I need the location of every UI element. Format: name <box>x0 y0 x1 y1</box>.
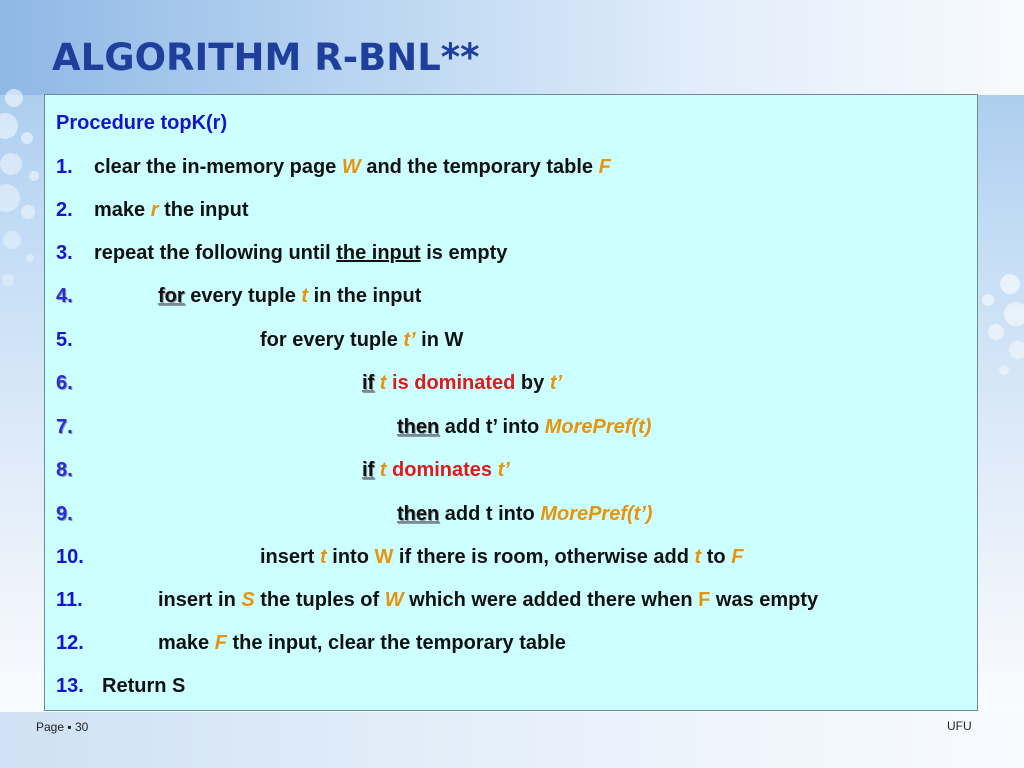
line-number: 7. <box>56 416 73 438</box>
line-text <box>362 372 562 395</box>
algorithm-line <box>56 632 971 658</box>
line-segment: F <box>698 589 711 611</box>
algorithm-line <box>56 329 971 355</box>
line-segment: was empty <box>710 589 819 611</box>
procedure-heading: Procedure topK(r) <box>56 112 228 134</box>
line-text <box>397 416 651 439</box>
line-number: 12. <box>56 632 84 654</box>
line-number: 6. <box>56 372 73 394</box>
line-segment: W <box>384 589 404 611</box>
line-segment: t <box>694 546 702 568</box>
line-segment: is dominated <box>386 372 516 394</box>
line-number: 13. <box>56 675 84 697</box>
line-segment: which were added there when <box>403 589 699 611</box>
line-segment: W <box>341 156 361 178</box>
line-segment: t <box>379 459 387 481</box>
line-segment: add t into <box>439 503 541 525</box>
line-number: 1. <box>56 156 73 178</box>
line-number: 5. <box>56 329 73 351</box>
line-text <box>362 459 510 482</box>
line-segment: in W <box>415 329 464 351</box>
line-text <box>158 589 818 612</box>
line-number: 3. <box>56 242 73 264</box>
line-segment: then <box>397 503 440 525</box>
line-text <box>94 156 611 179</box>
line-segment: make <box>94 199 151 221</box>
line-text <box>158 632 566 655</box>
line-text <box>94 199 249 222</box>
algorithm-line <box>56 199 971 225</box>
line-segment: MorePref(t) <box>544 416 652 438</box>
line-segment: F <box>214 632 227 654</box>
line-segment: insert in <box>158 589 242 611</box>
line-number: 9. <box>56 503 73 525</box>
algorithm-line <box>56 156 971 182</box>
line-segment: F <box>598 156 611 178</box>
line-segment: into <box>326 546 375 568</box>
line-text <box>260 329 463 352</box>
line-segment: Return S <box>102 675 186 697</box>
footer-band <box>0 712 1024 768</box>
line-segment: S <box>241 589 255 611</box>
slide-title: ALGORITHM R-BNL** <box>52 36 480 79</box>
line-segment: for <box>158 285 185 307</box>
line-number: 11. <box>56 589 83 611</box>
line-segment: t’ <box>403 329 416 351</box>
algorithm-line <box>56 242 971 268</box>
line-segment: is empty <box>420 242 508 264</box>
line-segment: to <box>701 546 732 568</box>
algorithm-line <box>56 372 971 398</box>
line-segment: make <box>158 632 215 654</box>
line-segment: r <box>150 199 159 221</box>
line-segment: and the temporary table <box>360 156 599 178</box>
line-number: 4. <box>56 285 73 307</box>
line-segment: if there is room, otherwise add <box>393 546 695 568</box>
line-number: 2. <box>56 199 73 221</box>
line-segment: the input <box>336 242 421 264</box>
line-segment: MorePref(t’) <box>540 503 653 525</box>
line-number: 8. <box>56 459 73 481</box>
line-text <box>158 285 421 308</box>
line-text <box>102 675 185 698</box>
line-segment: add t’ into <box>439 416 545 438</box>
line-text <box>260 546 743 569</box>
line-text <box>94 242 507 265</box>
line-segment: in the input <box>308 285 422 307</box>
algorithm-panel <box>44 94 978 711</box>
algorithm-line <box>56 589 971 615</box>
line-segment: insert <box>260 546 321 568</box>
line-number: 10. <box>56 546 84 568</box>
line-segment: t <box>320 546 327 568</box>
algorithm-line <box>56 503 971 529</box>
line-segment: t <box>379 372 387 394</box>
line-segment: by <box>515 372 550 394</box>
algorithm-line <box>56 675 971 701</box>
line-segment: repeat the following until <box>94 242 337 264</box>
line-segment: dominates <box>386 459 498 481</box>
line-segment: for every tuple <box>260 329 404 351</box>
line-segment: t’ <box>549 372 563 394</box>
line-segment: then <box>397 416 440 438</box>
line-segment: W <box>374 546 394 568</box>
line-segment: every tuple <box>184 285 302 307</box>
line-text <box>397 503 653 526</box>
line-segment: the input, clear the temporary table <box>226 632 566 654</box>
line-segment: if <box>362 372 375 394</box>
line-segment: t’ <box>497 459 510 481</box>
algorithm-line <box>56 546 971 572</box>
footer-brand: UFU <box>947 719 972 733</box>
line-segment: F <box>731 546 744 568</box>
line-segment: the input <box>158 199 249 221</box>
page-number: Page ▪ 30 <box>36 720 89 734</box>
line-segment: if <box>362 459 375 481</box>
line-segment: the tuples of <box>254 589 385 611</box>
algorithm-line <box>56 459 971 485</box>
algorithm-line <box>56 285 971 311</box>
line-segment: t <box>301 285 309 307</box>
algorithm-line <box>56 416 971 442</box>
line-segment: clear the in-memory page <box>94 156 342 178</box>
